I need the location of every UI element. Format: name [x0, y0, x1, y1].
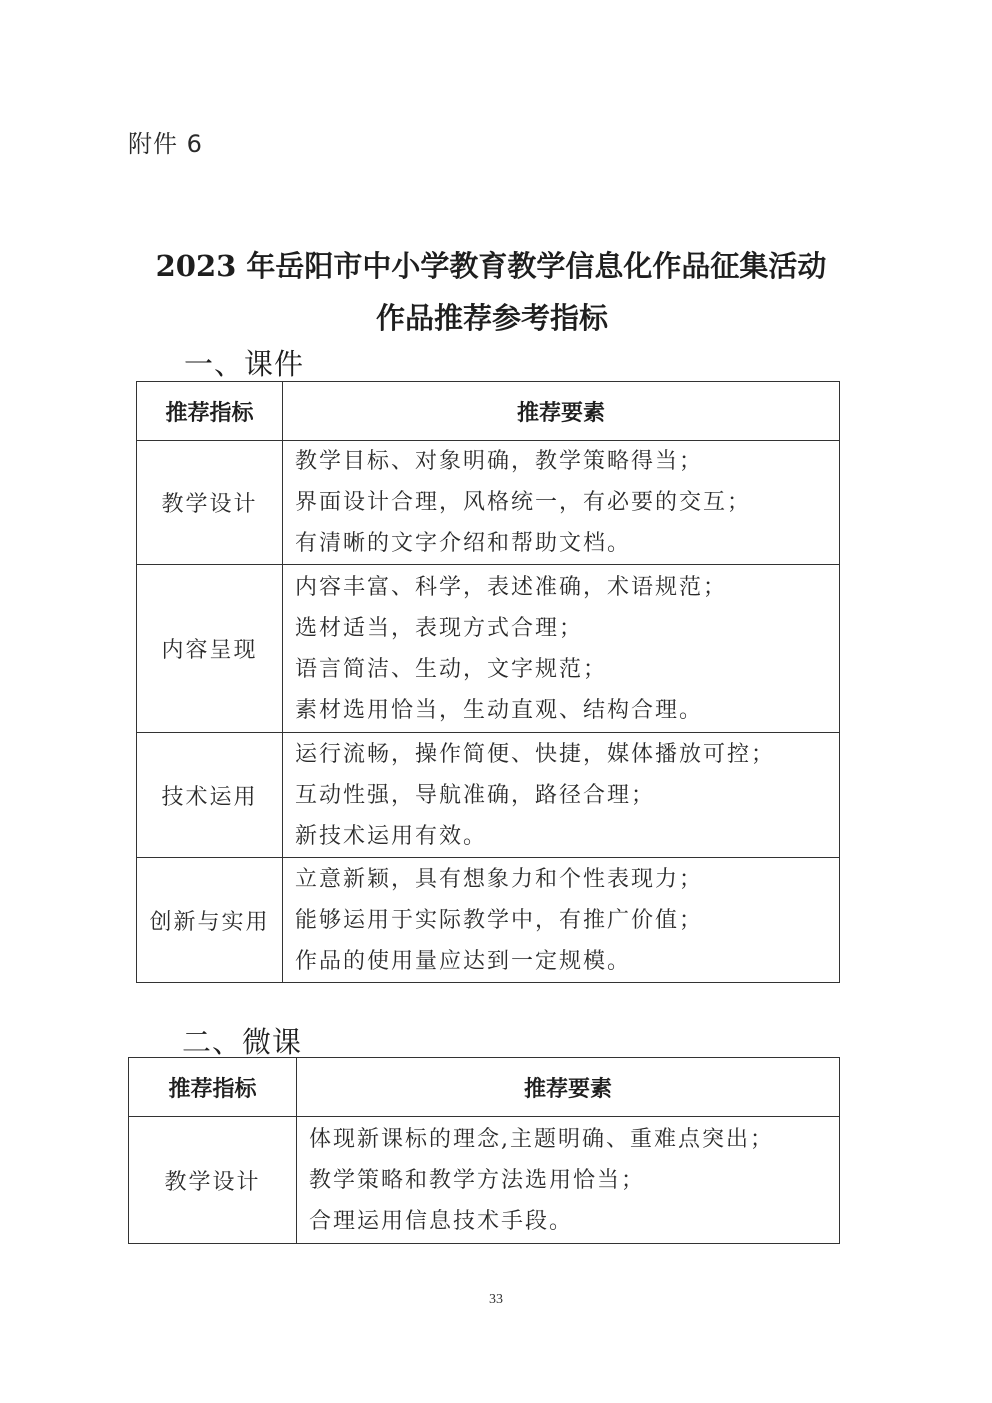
- list-item: 语言简洁、生动，文字规范；: [295, 656, 608, 682]
- list-item: 合理运用信息技术手段。: [309, 1208, 574, 1234]
- column-header-elements: 推荐要素: [283, 382, 840, 441]
- list-item: 立意新颖，具有想象力和个性表现力；: [295, 866, 704, 892]
- row-content: [283, 733, 840, 858]
- list-item: 新技术运用有效。: [295, 823, 488, 849]
- list-item: 互动性强，导航准确，路径合理；: [295, 782, 656, 808]
- courseware-criteria-table: [136, 381, 840, 983]
- document-title-line-1: 2023 年岳阳市中小学教育教学信息化作品征集活动: [155, 249, 827, 283]
- attachment-label: 附件 6: [128, 130, 203, 158]
- list-item: 有清晰的文字介绍和帮助文档。: [295, 531, 632, 556]
- row-label: 教学设计: [129, 1117, 297, 1244]
- section-heading-micro-lecture: 二、微课: [182, 1025, 303, 1059]
- section-heading-courseware: 一、课件: [184, 347, 305, 381]
- column-header-indicator: 推荐指标: [137, 382, 283, 441]
- list-item: 运行流畅，操作简便、快捷，媒体播放可控；: [295, 741, 776, 767]
- row-label: 创新与实用: [137, 858, 283, 983]
- row-label: 技术运用: [137, 733, 283, 858]
- list-item: 内容丰富、科学，表述准确，术语规范；: [295, 574, 728, 600]
- list-item: 教学目标、对象明确，教学策略得当；: [295, 449, 704, 474]
- list-item: 选材适当，表现方式合理；: [295, 615, 584, 641]
- micro-lecture-criteria-table: [128, 1057, 840, 1244]
- row-label: 教学设计: [137, 441, 283, 565]
- row-content: [297, 1117, 840, 1244]
- table-header-row: [129, 1058, 840, 1117]
- table-row: [129, 1117, 840, 1244]
- list-item: 教学策略和教学方法选用恰当；: [309, 1167, 646, 1193]
- document-title-line-2: 作品推荐参考指标: [375, 301, 608, 335]
- table-header-row: [137, 382, 840, 441]
- table-row: [137, 565, 840, 733]
- list-item: 体现新课标的理念,主题明确、重难点突出；: [309, 1126, 774, 1152]
- row-label: 内容呈现: [137, 565, 283, 733]
- row-content: [283, 565, 840, 733]
- column-header-elements: 推荐要素: [297, 1058, 840, 1117]
- list-item: 作品的使用量应达到一定规模。: [295, 948, 632, 974]
- list-item: 素材选用恰当，生动直观、结构合理。: [295, 697, 704, 723]
- table-row: [137, 858, 840, 983]
- row-content: [283, 858, 840, 983]
- page-number: 33: [489, 1292, 503, 1307]
- list-item: 界面设计合理，风格统一，有必要的交互；: [295, 490, 752, 515]
- table-row: [137, 441, 840, 565]
- list-item: 能够运用于实际教学中，有推广价值；: [295, 907, 704, 933]
- table-row: [137, 733, 840, 858]
- column-header-indicator: 推荐指标: [129, 1058, 297, 1117]
- row-content: [283, 441, 840, 565]
